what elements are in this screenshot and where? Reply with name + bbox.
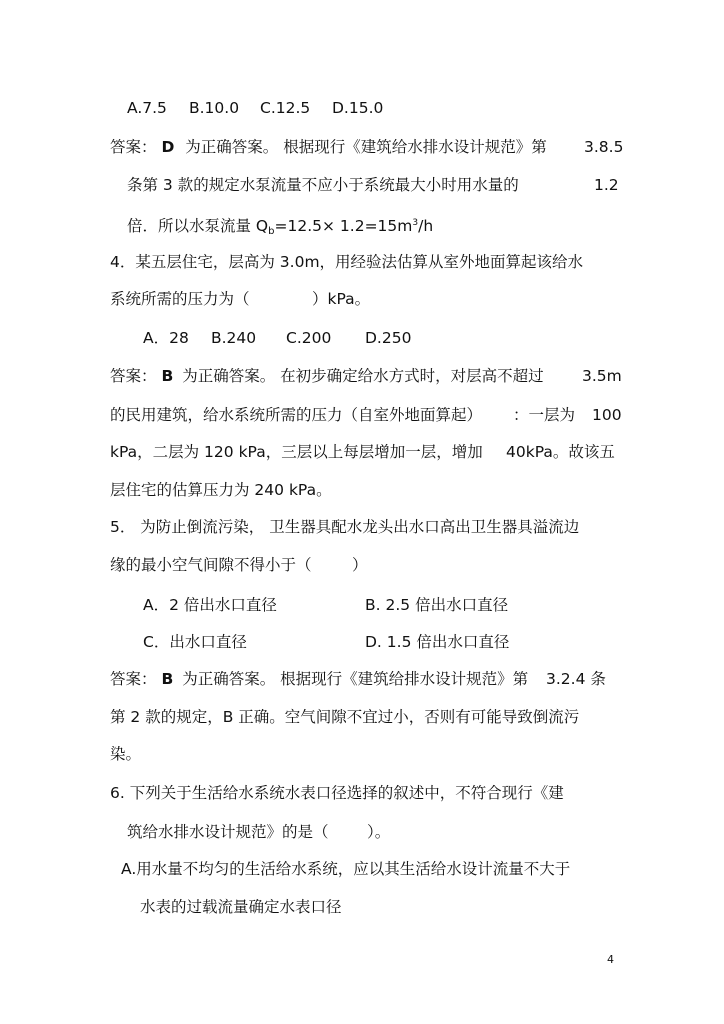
- option-a: A.用水量不均匀的生活给水系统，应以其生活给水设计流量不大于: [121, 860, 571, 878]
- text-segment: 1.2: [594, 176, 619, 194]
- superscript: 3: [412, 218, 419, 228]
- answer-text: 为正确答案。 在初步确定给水方式时，对层高不超过: [182, 367, 544, 385]
- answer-letter: B: [161, 670, 174, 688]
- text-line: [127, 175, 619, 195]
- option-c: C．出水口直径: [143, 633, 247, 651]
- q4-options-line: [143, 328, 412, 348]
- question-5-line: [110, 517, 579, 537]
- text-segment: 100: [592, 406, 622, 424]
- text-line: [110, 442, 615, 462]
- page-number: 4: [607, 953, 614, 966]
- text-line: [127, 822, 391, 842]
- option-d: D.15.0: [332, 99, 384, 117]
- text-segment: 第 2 款的规定，B 正确。空气间隙不宜过小，否则有可能导致倒流污: [110, 708, 580, 726]
- option-d: D.250: [365, 329, 412, 347]
- option-c: C.200: [286, 329, 332, 347]
- text-segment: 层住宅的估算压力为 240 kPa。: [110, 481, 332, 499]
- subscript: b: [268, 226, 275, 237]
- text-segment: 系统所需的压力为（: [110, 290, 250, 308]
- option-a: A.7.5: [127, 99, 167, 117]
- text-line: [110, 405, 622, 425]
- text-segment: 的民用建筑，给水系统所需的压力（自室外地面算起）: [110, 406, 483, 424]
- answer-label: 答案：: [110, 670, 157, 688]
- answer-text: 为正确答案。 根据现行《建筑给排水设计规范》第: [182, 670, 529, 688]
- text-segment: ）: [352, 556, 368, 574]
- option-b: B.10.0: [189, 99, 240, 117]
- text-segment: ：一层为: [513, 406, 576, 424]
- answer-text: 为正确答案。 根据现行《建筑给水排水设计规范》第: [185, 138, 547, 156]
- text-line: [110, 555, 368, 575]
- clause-number: 3.8.5: [584, 138, 624, 156]
- answer-label: 答案：: [110, 138, 157, 156]
- option-a: A．2 倍出水口直径: [143, 596, 277, 614]
- text-segment: 倍．所以水泵流量 Q: [127, 217, 269, 235]
- q6-option-a-line: [121, 859, 570, 879]
- text-line: [110, 480, 332, 500]
- text-segment: kPa，二层为 120 kPa，三层以上每层增加一层，增加: [110, 443, 483, 461]
- text-line: [110, 707, 579, 727]
- text-segment: 6. 下列关于生活给水系统水表口径选择的叙述中，不符合现行《建: [110, 784, 564, 802]
- option-d: D. 1.5 倍出水口直径: [365, 633, 510, 651]
- answer-letter: D: [161, 138, 175, 156]
- question-4-line: [110, 252, 583, 272]
- text-segment: 水表的过载流量确定水表口径: [140, 898, 342, 916]
- text-line: [110, 289, 371, 309]
- text-line: [140, 897, 342, 917]
- text-segment: 条第 3 款的规定水泵流量不应小于系统最大小时用水量的: [127, 176, 519, 194]
- q5-options-line-2: [143, 632, 510, 652]
- text-line: [110, 744, 141, 764]
- option-b: B. 2.5 倍出水口直径: [365, 596, 509, 614]
- answer-letter: B: [161, 367, 174, 385]
- text-segment: 染。: [110, 745, 142, 763]
- text-segment: ）kPa。: [312, 290, 371, 308]
- text-segment: 缘的最小空气间隙不得小于（: [110, 556, 312, 574]
- answer-label: 答案：: [110, 367, 157, 385]
- text-segment: 40kPa。故该五: [506, 443, 615, 461]
- question-6-line: [110, 783, 564, 803]
- clause-number: 3.2.4 条: [546, 670, 606, 688]
- answer-line: [110, 669, 606, 689]
- option-c: C.12.5: [260, 99, 311, 117]
- text-segment: /h: [418, 217, 434, 235]
- text-segment: ）。: [367, 823, 391, 841]
- q3-options-line: [127, 98, 384, 118]
- text-segment: 筑给水排水设计规范》的是（: [127, 823, 329, 841]
- option-a: A．28: [143, 329, 189, 347]
- text-segment: =12.5× 1.2=15m: [274, 217, 413, 235]
- text-segment: 5． 为防止倒流污染， 卫生器具配水龙头出水口高出卫生器具溢流边: [110, 518, 580, 536]
- text-segment: 4．某五层住宅，层高为 3.0m，用经验法估算从室外地面算起该给水: [110, 253, 584, 271]
- q5-options-line-1: [143, 595, 509, 615]
- answer-line: [110, 137, 624, 157]
- answer-line: [110, 366, 622, 386]
- formula-line: [127, 213, 433, 242]
- text-segment: 3.5m: [582, 367, 622, 385]
- option-b: B.240: [211, 329, 257, 347]
